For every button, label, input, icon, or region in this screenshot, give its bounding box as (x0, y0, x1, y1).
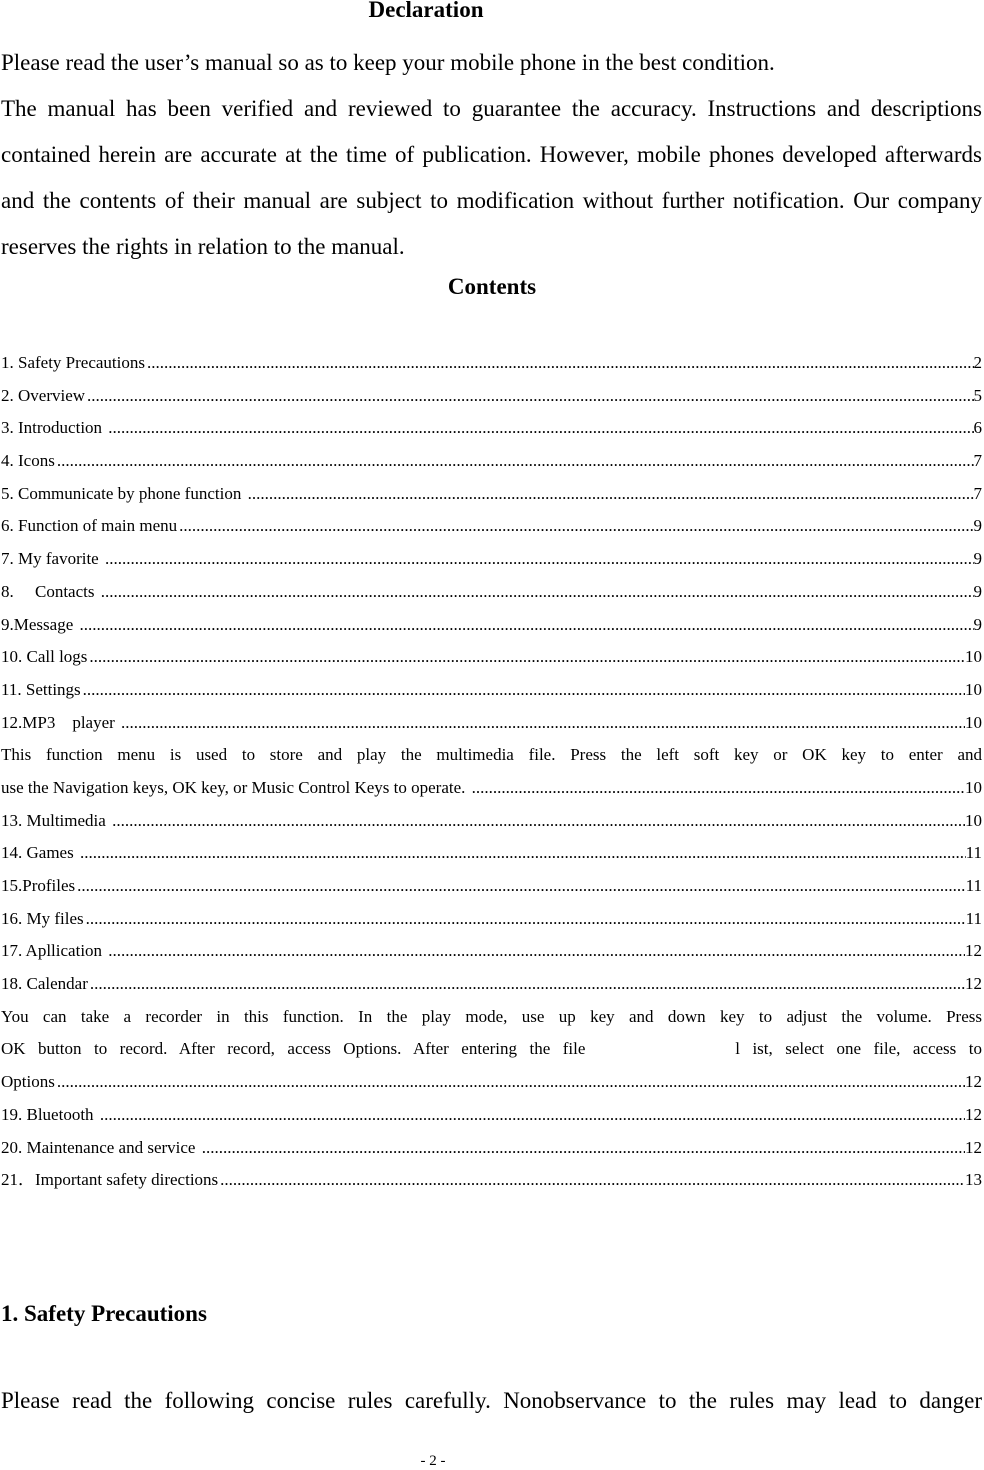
toc-entry-label: 10. Call logs (1, 647, 88, 667)
toc-entry-label: 18. Calendar (1, 974, 88, 994)
toc-entry[interactable] (1, 641, 982, 674)
toc-entry-label: 19. Bluetooth (1, 1104, 98, 1124)
toc-entry-label: 12.MP3 player (1, 712, 120, 732)
toc-entry[interactable] (1, 772, 982, 805)
toc-entry-page: 10 (965, 777, 982, 797)
toc-note-line: OK button to record. After record, access Options. After entering the file l ist, select one file, access to (1, 1039, 982, 1059)
toc-entry[interactable] (1, 543, 982, 576)
toc-entry[interactable] (1, 707, 982, 740)
toc-entry-page: 12 (965, 974, 982, 994)
toc-entry-label: 13. Multimedia (1, 810, 111, 830)
toc-entry[interactable] (1, 609, 982, 642)
toc-leader-dots (84, 903, 966, 936)
toc-entry-page: 7 (973, 483, 982, 503)
toc-entry-label: 4. Icons (1, 451, 55, 471)
toc-entry-page: 2 (973, 353, 982, 372)
toc-leader-dots (99, 576, 974, 609)
toc-entry-page: 9 (973, 549, 982, 569)
toc-entry-label: 2. Overview (1, 385, 86, 405)
toc-entry[interactable] (1, 968, 982, 1001)
toc-entry-page: 9 (973, 614, 982, 634)
toc-leader-dots (246, 478, 974, 511)
toc-entry-page: 12 (965, 941, 982, 961)
toc-leader-dots (81, 674, 965, 707)
toc-entry[interactable] (1, 412, 982, 445)
toc-leader-dots (106, 412, 973, 445)
toc-entry-page: 10 (965, 647, 982, 667)
toc-entry-label: 15.Profiles (1, 876, 76, 895)
toc-entry-page: 9 (973, 516, 982, 536)
toc-entry-page: 12 (965, 1072, 982, 1092)
toc-leader-dots (110, 805, 965, 838)
toc-entry-page: 5 (973, 385, 982, 405)
toc-entry[interactable] (1, 935, 982, 968)
toc-leader-dots (106, 935, 965, 968)
toc-entry-page: 11 (965, 876, 982, 895)
toc-entry[interactable] (1, 380, 982, 413)
toc-leader-dots (119, 707, 965, 740)
toc-entry-page: 11 (965, 908, 982, 928)
declaration-title: Declaration (368, 0, 484, 22)
toc-leader-dots (177, 510, 973, 543)
toc-entry-label: 14. Games (1, 843, 78, 863)
toc-entry[interactable] (1, 805, 982, 838)
toc-leader-dots (77, 609, 973, 642)
toc-entry[interactable] (1, 674, 982, 707)
toc-entry-label: 21．Important safety directions (1, 1170, 219, 1190)
toc-entry-page: 11 (965, 843, 982, 863)
toc-entry-label: 1. Safety Precautions (1, 353, 145, 372)
toc-note-line: You can take a recorder in this function. In the play mode, use up key and down key to adjust the volume. Press (1, 1006, 982, 1026)
toc-entry-page: 10 (965, 712, 982, 732)
toc-entry-page: 9 (973, 581, 982, 601)
toc-leader-dots (55, 445, 974, 478)
toc-leader-dots (98, 1099, 965, 1132)
toc-entry[interactable] (1, 1164, 982, 1197)
toc-leader-dots (75, 870, 965, 903)
toc-entry-label: 17. Apllication (1, 941, 107, 961)
toc-entry-label: 20. Maintenance and service (1, 1137, 200, 1157)
section-intro: Please read the following concise rules carefully. Nonobservance to the rules may lead to danger (1, 1388, 982, 1413)
toc-entry-label: 8. Contacts (1, 581, 99, 601)
toc-entry-label: Options (1, 1072, 55, 1092)
toc-entry[interactable] (1, 837, 982, 870)
toc-entry-label: use the Navigation keys, OK key, or Music Control Keys to operate. (1, 777, 470, 797)
toc-entry-label: 11. Settings (1, 679, 81, 699)
toc-entry[interactable] (1, 576, 982, 609)
toc-entry-label: 16. My files (1, 908, 84, 928)
toc-entry-page: 6 (973, 418, 982, 438)
section-title: 1. Safety Precautions (1, 1301, 207, 1326)
toc-leader-dots (87, 641, 965, 674)
toc-entry[interactable] (1, 1132, 982, 1165)
toc-entry-page: 7 (973, 451, 982, 471)
toc-entry[interactable] (1, 903, 982, 936)
toc-entry-label: 7. My favorite (1, 549, 103, 569)
toc-entry-label: 5. Communicate by phone function (1, 483, 246, 503)
toc-leader-dots (55, 1066, 965, 1099)
toc-entry-label: 9.Message (1, 614, 78, 634)
toc-entry[interactable] (1, 347, 982, 380)
toc-entry-page: 12 (965, 1137, 982, 1157)
toc-note-line: This function menu is used to store and play the multimedia file. Press the left soft key or OK key to enter and (1, 745, 982, 765)
toc-leader-dots (145, 347, 974, 380)
toc-entry-label: 3. Introduction (1, 418, 107, 438)
table-of-contents (1, 347, 982, 1197)
toc-entry[interactable] (1, 1066, 982, 1099)
page-number: - 2 - (420, 1453, 446, 1469)
declaration-paragraph-1: Please read the user’s manual so as to keep your mobile phone in the best condition. (1, 50, 775, 75)
toc-leader-dots (200, 1132, 965, 1165)
toc-entry-page: 13 (965, 1170, 982, 1190)
toc-entry[interactable] (1, 1099, 982, 1132)
toc-entry[interactable] (1, 445, 982, 478)
toc-leader-dots (103, 543, 974, 576)
toc-entry[interactable] (1, 478, 982, 511)
toc-entry[interactable] (1, 870, 982, 903)
toc-entry[interactable] (1, 510, 982, 543)
toc-leader-dots (85, 380, 973, 413)
toc-entry-page: 10 (965, 679, 982, 699)
toc-entry-label: 6. Function of main menu (1, 516, 178, 536)
toc-leader-dots (88, 968, 965, 1001)
toc-entry-page: 10 (965, 810, 982, 830)
toc-leader-dots (470, 772, 965, 805)
declaration-paragraph-2: The manual has been verified and reviewed to guarantee the accuracy. Instructions and descriptions contained herein are accurate at the time of publication. However, mobile phones developed afterwards and the contents of their manual are subject to modification without further notification. Our company reserves the rights in relation to the manual. (1, 96, 982, 259)
toc-entry-page: 12 (965, 1104, 982, 1124)
contents-title: Contents (447, 274, 537, 299)
toc-leader-dots (78, 837, 966, 870)
toc-leader-dots (218, 1164, 965, 1197)
